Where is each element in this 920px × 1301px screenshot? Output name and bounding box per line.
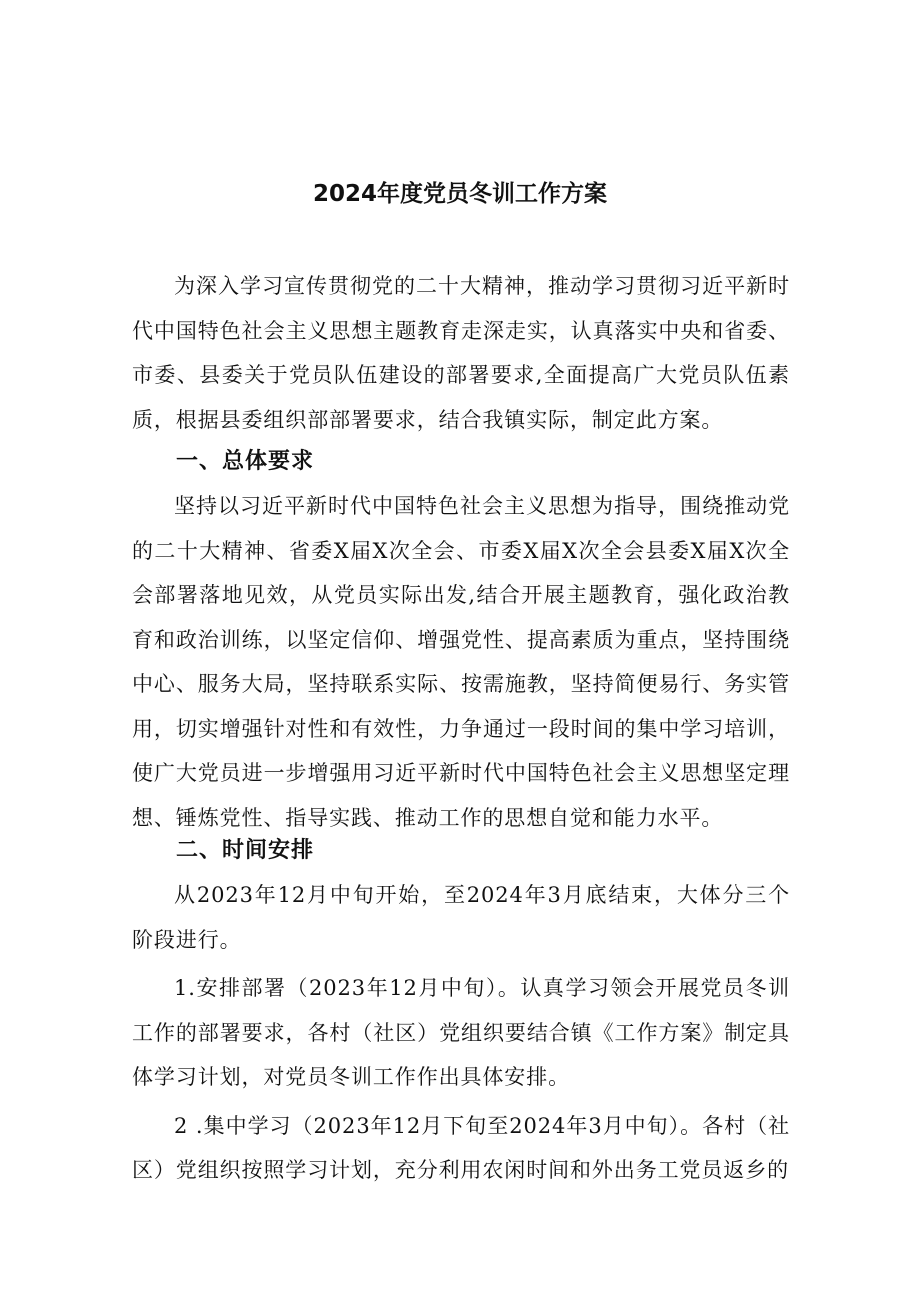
intro-block <box>132 264 790 442</box>
schedule-paragraph: 从2023年12月中旬开始，至2024年3月底结束，大体分三个阶段进行。 <box>132 883 790 952</box>
schedule-item-centralized-study: 2 .集中学习（2023年12月下旬至2024年3月中旬）。各村（社区）党组织按照学习计划，充分利用农闲时间和外出务工党员返乡的 <box>132 1113 790 1182</box>
schedule-item-deployment: 1.安排部署（2023年12月中旬）。认真学习领会开展党员冬训工作的部署要求，各村（社区）党组织要结合镇《工作方案》制定具体学习计划，对党员冬训工作作出具体安排。 <box>132 976 790 1089</box>
section-heading-general-requirements: 一、总体要求 <box>176 449 315 474</box>
document-title: 2024年度党员冬训工作方案 <box>312 181 607 207</box>
section-heading-schedule: 二、时间安排 <box>176 838 315 863</box>
section-schedule <box>132 829 790 1193</box>
section-general-requirements <box>132 440 790 840</box>
general-requirements-paragraph: 坚持以习近平新时代中国特色社会主义思想为指导，围绕推动党的二十大精神、省委X届X次全会、市委X届X次全会县委X届X次全会部署落地见效，从党员实际出发,结合开展主题教育，强化政治教育和政治训练，以坚定信仰、增强党性、提高素质为重点，坚持围绕中心、服务大局，坚持联系实际、按需施教，坚持简便易行、务实管用，切实增强针对性和有效性，力争通过一段时间的集中学习培训，使广大党员进一步增强用习近平新时代中国特色社会主义思想坚定理想、锤炼党性、指导实践、推动工作的思想自觉和能力水平。 <box>132 494 790 830</box>
intro-paragraph: 为深入学习宣传贯彻党的二十大精神，推动学习贯彻习近平新时代中国特色社会主义思想主题教育走深走实，认真落实中央和省委、市委、县委关于党员队伍建设的部署要求,全面提高广大党员队伍素质，根据县委组织部部署要求，结合我镇实际，制定此方案。 <box>132 274 790 432</box>
